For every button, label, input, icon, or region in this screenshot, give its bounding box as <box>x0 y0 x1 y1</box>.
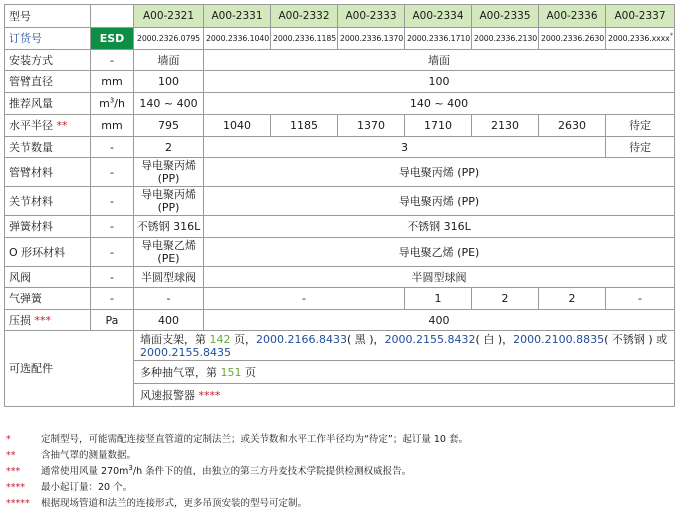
footnote-1 <box>6 432 674 448</box>
model-8: A00-2337 <box>606 5 675 28</box>
option-1-middle: 页， <box>230 332 256 346</box>
radius-label: 水平半径 <box>9 119 53 132</box>
gas-spring-value-5: 2 <box>539 288 606 310</box>
footnote-4-text: 最小起订量：20 个。 <box>41 482 133 493</box>
diameter-row <box>5 71 675 93</box>
option-alarm <box>134 384 675 407</box>
damper-value-b: 半圆型球阀 <box>204 267 675 288</box>
option-hoods <box>134 361 675 384</box>
option-1-page: 142 <box>209 332 231 346</box>
header-empty <box>91 5 134 28</box>
footnote-4 <box>6 480 674 496</box>
gas-spring-value-6: - <box>606 288 675 310</box>
arm-material-value-a: 导电聚丙烯 (PP) <box>134 158 204 187</box>
options-row-1 <box>5 331 675 361</box>
joint-material-label: 关节材料 <box>5 187 91 216</box>
option-3-text: 风速报警器 <box>140 388 199 402</box>
oring-material-row <box>5 238 675 267</box>
airflow-unit-tail: /h <box>114 97 125 110</box>
arm-material-row <box>5 158 675 187</box>
damper-unit: - <box>91 267 134 288</box>
radius-value-6: 2130 <box>472 115 539 137</box>
footnote-4-mark: **** <box>6 482 25 493</box>
order-code-1: 2000.2326.0795 <box>134 28 204 50</box>
footnote-3-text-b: /h 条件下的值，由独立的第三方丹麦技术学院提供检测权威报告。 <box>132 466 412 477</box>
airflow-row <box>5 93 675 115</box>
diameter-value-b: 100 <box>204 71 675 93</box>
order-code-3: 2000.2336.1185 <box>271 28 338 50</box>
airflow-value-a: 140 ~ 400 <box>134 93 204 115</box>
spring-material-value-a: 不锈钢 316L <box>134 216 204 238</box>
mounting-label: 安装方式 <box>5 50 91 71</box>
joint-material-value-a: 导电聚丙烯 (PP) <box>134 187 204 216</box>
model-2: A00-2331 <box>204 5 271 28</box>
radius-value-1: 795 <box>134 115 204 137</box>
pressure-value-b: 400 <box>204 310 675 331</box>
gas-spring-value-3: 1 <box>405 288 472 310</box>
footnote-2-mark: ** <box>6 450 16 461</box>
order-label: 订货号 <box>5 28 91 50</box>
radius-value-5: 1710 <box>405 115 472 137</box>
options-label: 可选配件 <box>5 331 134 407</box>
option-1-text-black: ( 黑 )， <box>346 332 385 346</box>
order-code-7: 2000.2336.2630 <box>539 28 606 50</box>
order-code-8: 2000.2336.xxxx <box>608 34 670 43</box>
radius-value-7: 2630 <box>539 115 606 137</box>
footnote-5 <box>6 496 674 512</box>
oring-material-unit: - <box>91 238 134 267</box>
joints-unit: - <box>91 137 134 158</box>
pressure-unit: Pa <box>91 310 134 331</box>
model-6: A00-2335 <box>472 5 539 28</box>
mounting-unit: - <box>91 50 134 71</box>
option-2-suffix: 页 <box>241 365 256 379</box>
footnote-2 <box>6 448 674 464</box>
joint-material-value-b: 导电聚丙烯 (PP) <box>204 187 675 216</box>
spec-table <box>4 4 675 407</box>
model-7: A00-2336 <box>539 5 606 28</box>
airflow-unit <box>91 93 134 115</box>
order-code-5: 2000.2336.1710 <box>405 28 472 50</box>
option-1-text-steel: ( 不锈钢 ) 或 <box>604 332 668 346</box>
diameter-unit: mm <box>91 71 134 93</box>
damper-row <box>5 267 675 288</box>
gas-spring-value-1: - <box>134 288 204 310</box>
footnote-2-text: 含抽气罩的测量数据。 <box>41 450 137 461</box>
footnote-3-text-a: 通常使用风量 270m <box>41 466 129 477</box>
pressure-label: 压损 <box>9 313 31 327</box>
option-wall-bracket <box>134 331 675 361</box>
footnote-3-text <box>41 464 674 480</box>
joint-material-row <box>5 187 675 216</box>
gas-spring-label: 气弹簧 <box>5 288 91 310</box>
order-code-6: 2000.2336.2130 <box>472 28 539 50</box>
pressure-row <box>5 310 675 331</box>
oring-material-label: O 形环材料 <box>5 238 91 267</box>
header-label: 型号 <box>5 5 91 28</box>
gas-spring-value-4: 2 <box>472 288 539 310</box>
footnote-1-text: 定制型号，可能需配连接竖直管道的定制法兰；或关节数和水平工作半径均为“待定”；起订量 10 套。 <box>41 434 468 445</box>
arm-material-label: 管臂材料 <box>5 158 91 187</box>
option-2-page: 151 <box>220 365 242 379</box>
spring-material-label: 弹簧材料 <box>5 216 91 238</box>
option-2-prefix: 多种抽气罩，第 <box>140 365 221 379</box>
model-3: A00-2332 <box>271 5 338 28</box>
esd-badge: ESD <box>91 28 134 50</box>
joints-row <box>5 137 675 158</box>
arm-material-value-b: 导电聚丙烯 (PP) <box>204 158 675 187</box>
spring-material-unit: - <box>91 216 134 238</box>
gas-spring-unit: - <box>91 288 134 310</box>
footnote-1-mark: * <box>6 434 11 445</box>
airflow-label: 推荐风量 <box>5 93 91 115</box>
gas-spring-row <box>5 288 675 310</box>
option-1-code-steel: 2000.2100.8835 <box>513 332 605 346</box>
spring-material-value-b: 不锈钢 316L <box>204 216 675 238</box>
joints-value-c: 待定 <box>606 137 675 158</box>
joints-label: 关节数量 <box>5 137 91 158</box>
oring-material-value-b: 导电聚乙烯 (PE) <box>204 238 675 267</box>
header-row <box>5 5 675 28</box>
order-code-2: 2000.2336.1040 <box>204 28 271 50</box>
footnote-5-mark: ***** <box>6 498 30 509</box>
mounting-value-b: 墙面 <box>204 50 675 71</box>
damper-label: 风阀 <box>5 267 91 288</box>
mounting-value-a: 墙面 <box>134 50 204 71</box>
order-code-8-cell <box>606 28 675 50</box>
pressure-label-mark: *** <box>34 313 51 327</box>
option-1-text-white: ( 白 )， <box>475 332 514 346</box>
diameter-label: 管臂直径 <box>5 71 91 93</box>
radius-unit: mm <box>91 115 134 137</box>
footnote-3 <box>6 464 674 480</box>
spring-material-row <box>5 216 675 238</box>
radius-value-4: 1370 <box>338 115 405 137</box>
mounting-row <box>5 50 675 71</box>
radius-label-cell <box>5 115 91 137</box>
radius-label-mark: ** <box>56 119 68 132</box>
pressure-label-cell <box>5 310 91 331</box>
model-1: A00-2321 <box>134 5 204 28</box>
diameter-value-a: 100 <box>134 71 204 93</box>
option-1-code-last: 2000.2155.8435 <box>140 345 231 359</box>
joints-value-a: 2 <box>134 137 204 158</box>
airflow-value-b: 140 ~ 400 <box>204 93 675 115</box>
option-3-mark: **** <box>198 388 221 402</box>
radius-value-3: 1185 <box>271 115 338 137</box>
order-code-8-mark: * <box>669 31 674 40</box>
footnote-5-text: 根据现场管道和法兰的连接形式，更多吊顶安装的型号可定制。 <box>41 498 308 509</box>
model-4: A00-2333 <box>338 5 405 28</box>
radius-row <box>5 115 675 137</box>
damper-value-a: 半圆型球阀 <box>134 267 204 288</box>
footnote-3-mark: *** <box>6 466 21 477</box>
pressure-value-a: 400 <box>134 310 204 331</box>
model-5: A00-2334 <box>405 5 472 28</box>
radius-value-8: 待定 <box>606 115 675 137</box>
radius-value-2: 1040 <box>204 115 271 137</box>
order-code-4: 2000.2336.1370 <box>338 28 405 50</box>
joint-material-unit: - <box>91 187 134 216</box>
oring-material-value-a: 导电聚乙烯 (PE) <box>134 238 204 267</box>
airflow-unit-base: m <box>99 97 110 110</box>
option-1-prefix: 墙面支架，第 <box>140 332 210 346</box>
gas-spring-value-2: - <box>204 288 405 310</box>
arm-material-unit: - <box>91 158 134 187</box>
option-1-code-black: 2000.2166.8433 <box>256 332 347 346</box>
footnotes <box>6 432 674 512</box>
order-row <box>5 28 675 50</box>
airflow-unit-sup: 3 <box>109 96 115 105</box>
footnote-3-sup: 3 <box>128 463 133 472</box>
joints-value-b: 3 <box>204 137 606 158</box>
option-1-code-white: 2000.2155.8432 <box>384 332 476 346</box>
